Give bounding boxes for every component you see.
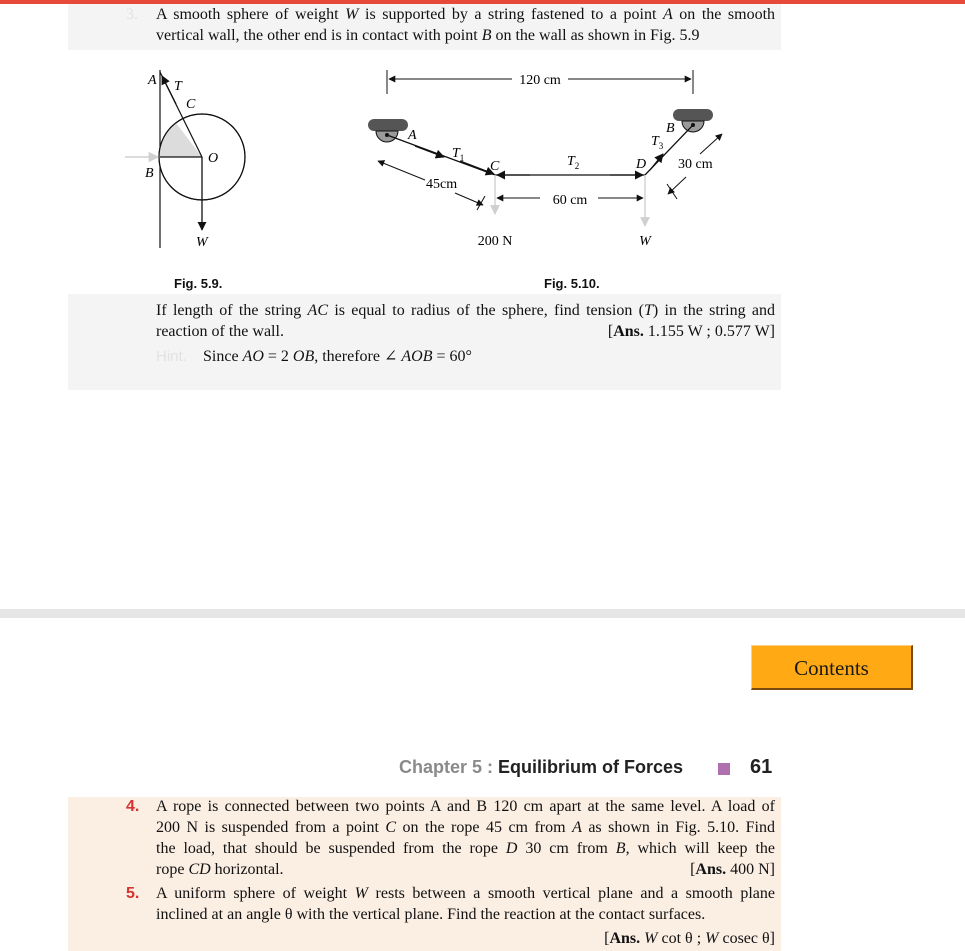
problem-5-line-2: inclined at an angle θ with the vertical plane. Find the reaction at the contact surfaces. (156, 906, 706, 923)
label-c: C (186, 97, 196, 112)
dim-45cm: 45cm (426, 177, 458, 192)
chapter-header: Chapter 5 : Equilibrium of Forces (399, 757, 684, 777)
label-t2: $T_2$ (567, 154, 580, 171)
hint-label: Hint. (156, 348, 187, 365)
label-d-510: D (636, 157, 647, 172)
label-t: T (174, 79, 182, 94)
span-label: 120 cm (519, 73, 561, 88)
label-w: W (196, 235, 208, 250)
rope (387, 125, 693, 175)
problem-4-line-1: A rope is connected between two points A and B 120 cm apart at the same level. A load of (156, 798, 775, 815)
problem-4-answer: [Ans. 400 N] (690, 861, 775, 878)
problem-3-answer: [Ans. 1.155 W ; 0.577 W] (607, 323, 775, 340)
figure-5-9 (110, 60, 270, 260)
problem-4-line-3: the load, that should be suspended from the rope D 30 cm from B, which will keep the (156, 840, 776, 857)
label-w-510: W (639, 234, 651, 249)
label-b: B (145, 166, 154, 181)
t3-arrow (650, 154, 663, 170)
page-number: 61 (750, 756, 773, 778)
label-a: A (148, 73, 157, 88)
problem-4-line-2: 200 N is suspended from a point C on the rope 45 cm from A as shown in Fig. 5.10. Find (156, 819, 775, 836)
problem-3-line-1: A smooth sphere of weight W is supported by a string fastened to a point A on the smooth (156, 6, 776, 23)
t1-arrow (415, 146, 444, 157)
dim-30cm: 30 cm (678, 157, 713, 172)
problem-3-question-line-1: If length of the string AC is equal to radius of the sphere, find tension (T) in the string and (156, 302, 775, 319)
label-b-510: B (666, 121, 675, 136)
label-o: O (208, 151, 219, 166)
hint-text: Since AO = 2 OB, therefore ∠ AOB = 60° (203, 348, 472, 365)
problem-3-line-2: vertical wall, the other end is in contact with point B on the wall as shown in Fig. 5.9 (156, 27, 700, 44)
problem-3-question-line-2: reaction of the wall. (156, 323, 284, 340)
support-right (673, 109, 713, 121)
problem-5-number: 5. (126, 885, 140, 902)
problem-5-answer: [Ans. W cot θ ; W cosec θ] (604, 930, 775, 947)
fig-5-9-caption: Fig. 5.9. (174, 276, 223, 291)
label-t1: $T_1$ (452, 146, 465, 163)
contents-button[interactable]: Contents (751, 645, 913, 690)
problem-4-line-4: rope CD horizontal. (156, 861, 284, 878)
page-separator (0, 609, 965, 618)
chapter-square-marker (718, 763, 730, 775)
problem-3-number: 3. (126, 6, 138, 23)
label-200n: 200 N (477, 234, 513, 249)
label-c-510: C (490, 159, 500, 174)
problem-5-line-1: A uniform sphere of weight W rests between a smooth vertical plane and a smooth plane (156, 885, 776, 902)
problem-4-number: 4. (126, 798, 140, 815)
figure-5-10 (360, 64, 730, 254)
dim-60cm: 60 cm (552, 193, 588, 208)
label-t3: $T_3$ (651, 134, 664, 151)
support-left (368, 119, 408, 131)
fig-5-10-caption: Fig. 5.10. (544, 276, 600, 291)
label-a-510: A (408, 128, 417, 143)
